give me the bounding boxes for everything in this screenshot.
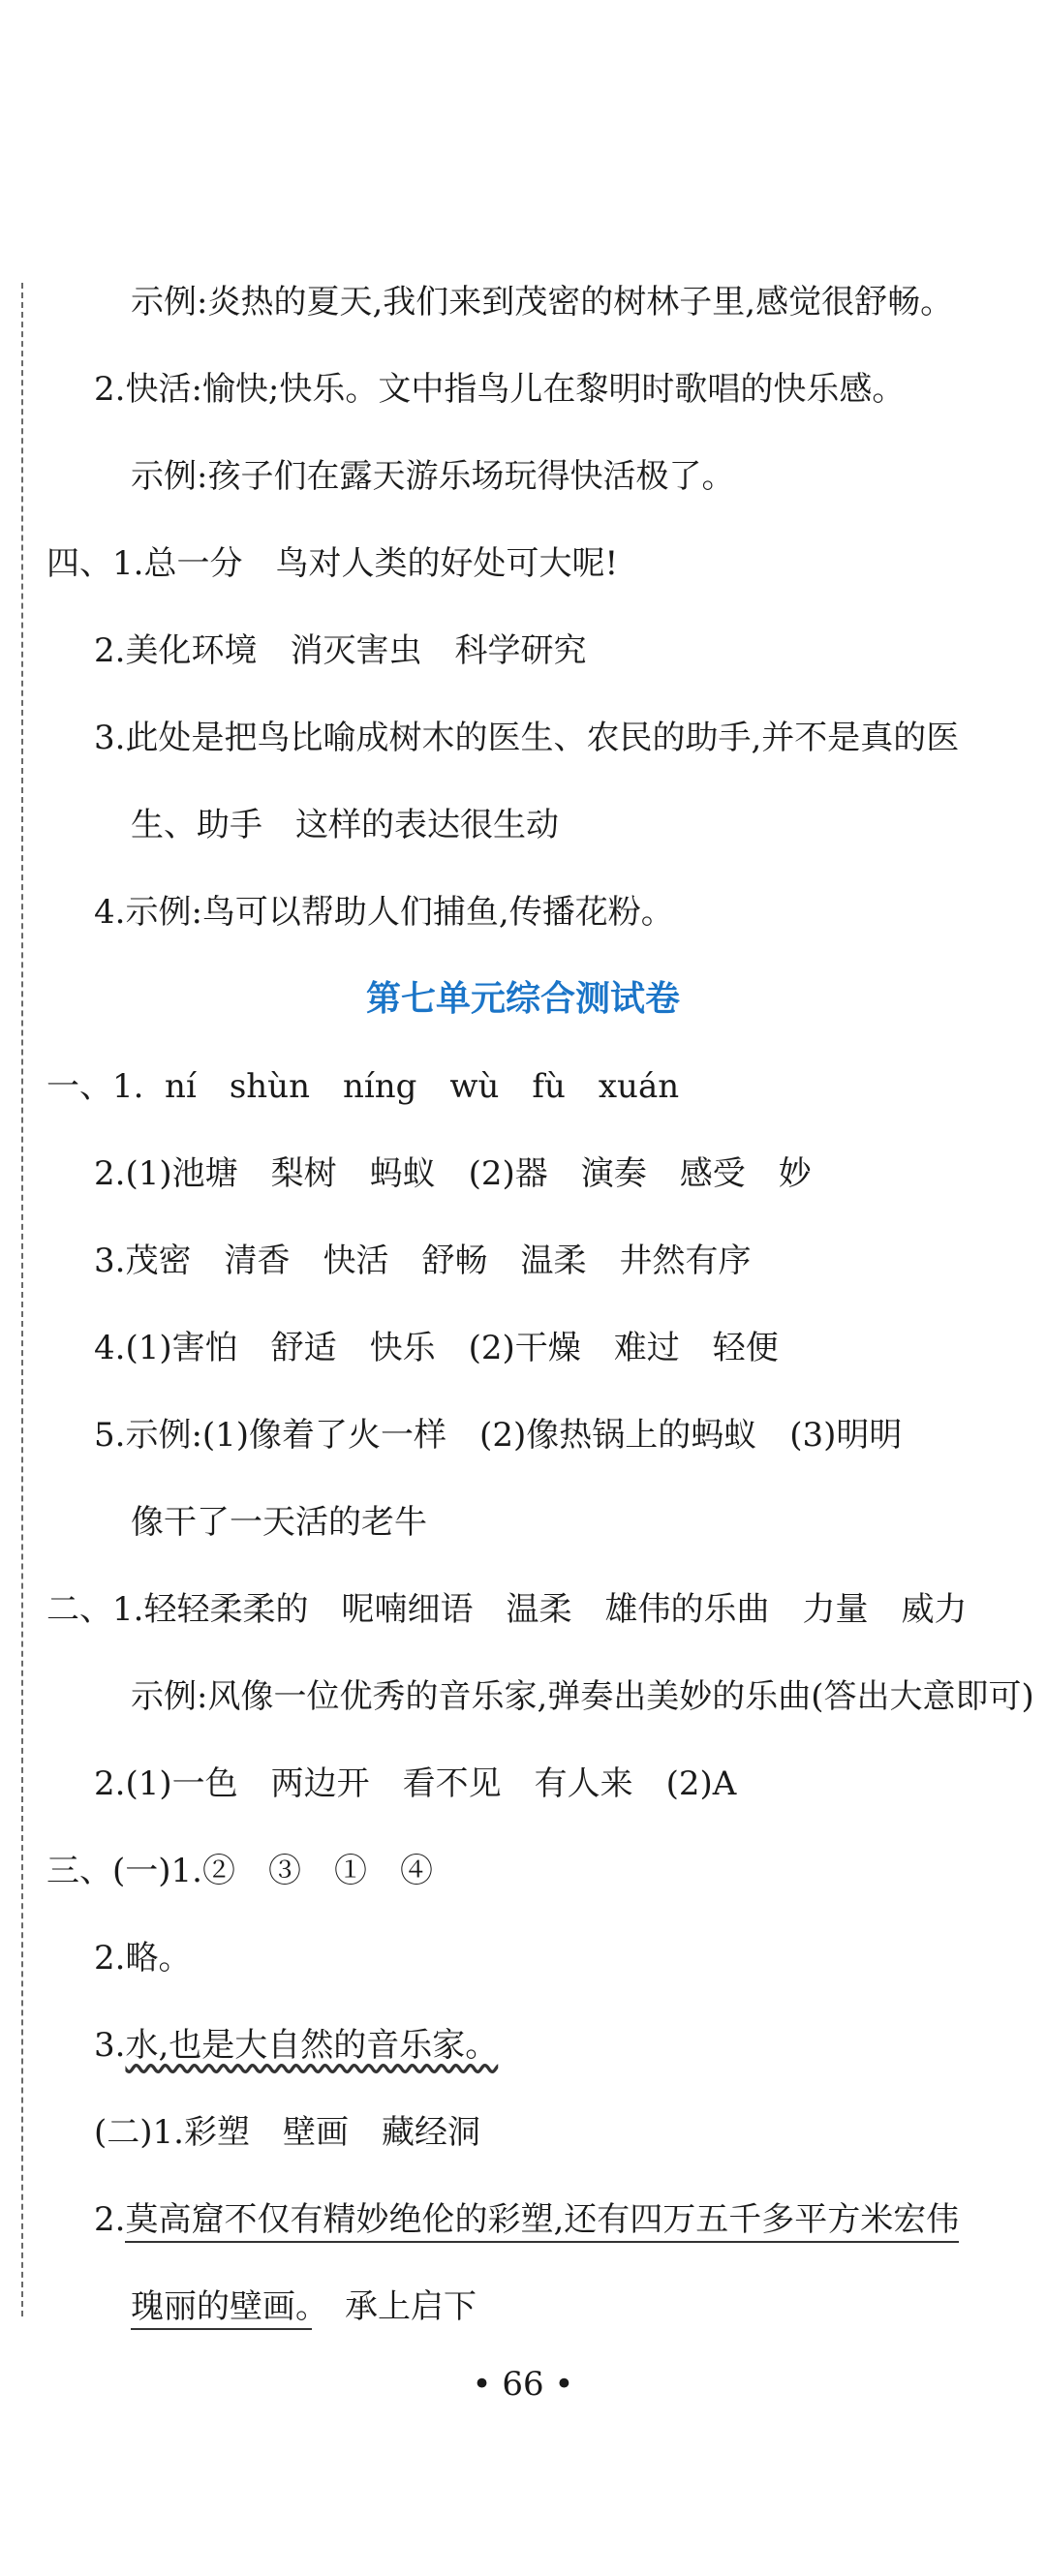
item-number: 3.: [94, 2026, 126, 2065]
answer-line: 三、(一)1.② ③ ① ④: [46, 1852, 433, 1890]
page-number: • 66 •: [472, 2365, 574, 2404]
answer-line: 5.示例:(1)像着了火一样 (2)像热锅上的蚂蚁 (3)明明: [94, 1416, 903, 1455]
underlined-answer: 瑰丽的壁画。: [131, 2287, 312, 2330]
answer-line: 2.快活:愉快;快乐。文中指鸟儿在黎明时歌唱的快乐感。: [94, 370, 906, 409]
answer-line: [94, 2024, 498, 2067]
answer-line: 示例:炎热的夏天,我们来到茂密的树林子里,感觉很舒畅。: [131, 283, 954, 322]
answer-line: 4.(1)害怕 舒适 快乐 (2)干燥 难过 轻便: [94, 1329, 779, 1367]
answer-line: (二)1.彩塑 壁画 藏经洞: [94, 2113, 480, 2152]
answer-line: 二、1.轻轻柔柔的 呢喃细语 温柔 雄伟的乐曲 力量 威力: [46, 1590, 968, 1629]
answer-line: 生、助手 这样的表达很生动: [131, 806, 559, 844]
underlined-answer: 莫高窟不仅有精妙绝伦的彩塑,还有四万五千多平方米宏伟: [125, 2200, 959, 2243]
item-number: 2.: [94, 2200, 126, 2239]
answer-line: 像干了一天活的老牛: [131, 1503, 427, 1542]
margin-dashed-rule: [21, 283, 23, 2316]
answer-line: 4.示例:鸟可以帮助人们捕鱼,传播花粉。: [94, 893, 674, 932]
answer-line: 2.略。: [94, 1939, 192, 1978]
answer-line: 2.(1)池塘 梨树 蚂蚁 (2)器 演奏 感受 妙: [94, 1154, 812, 1193]
answer-line: 2.美化环境 消灭害虫 科学研究: [94, 631, 587, 670]
answer-line: 四、1.总一分 鸟对人类的好处可大呢!: [46, 544, 619, 583]
answer-line: 示例:孩子们在露天游乐场玩得快活极了。: [131, 457, 735, 496]
wavy-underlined-answer: 水,也是大自然的音乐家。: [125, 2026, 499, 2065]
answer-line: 一、1. ní shùn níng wù fù xuán: [46, 1067, 680, 1106]
answer-text: 承上启下: [312, 2287, 477, 2326]
answer-line: 示例:风像一位优秀的音乐家,弹奏出美妙的乐曲(答出大意即可): [131, 1677, 1034, 1716]
answer-line: [94, 2198, 959, 2241]
section-title: 第七单元综合测试卷: [365, 979, 680, 1019]
answer-line: [131, 2285, 477, 2328]
answer-line: 2.(1)一色 两边开 看不见 有人来 (2)A: [94, 1764, 737, 1803]
answer-line: 3.茂密 清香 快活 舒畅 温柔 井然有序: [94, 1242, 752, 1280]
answer-line: 3.此处是把鸟比喻成树木的医生、农民的助手,并不是真的医: [94, 719, 960, 757]
